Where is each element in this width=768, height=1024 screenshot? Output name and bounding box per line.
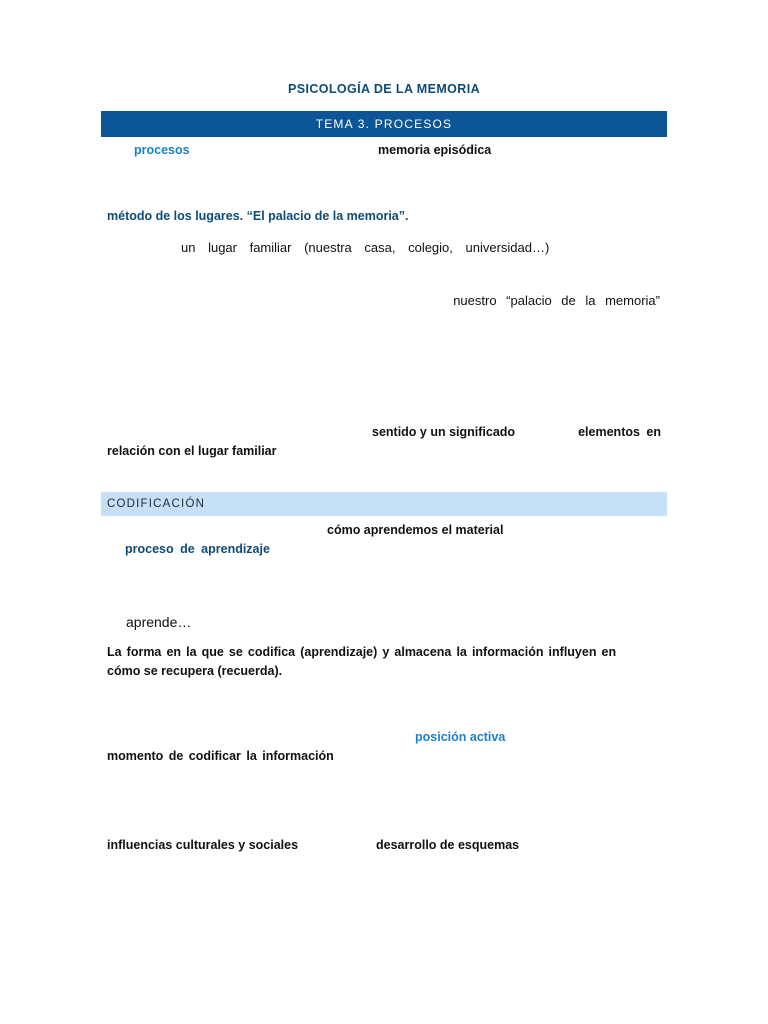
subsection-header-label: CODIFICACIÓN xyxy=(107,498,206,510)
document-title: PSICOLOGÍA DE LA MEMORIA xyxy=(287,82,480,96)
term-como-aprendemos: cómo aprendemos el material xyxy=(327,523,504,537)
subsection-header-codificacion xyxy=(101,492,667,516)
term-metodo-lugares: método de los lugares. “El palacio de la memoria”. xyxy=(107,209,409,223)
term-proceso-aprendizaje: proceso de aprendizaje xyxy=(125,542,270,556)
term-posicion-activa: posición activa xyxy=(415,730,506,744)
term-influencias-culturales: influencias culturales y sociales xyxy=(107,838,299,852)
term-relacion-lugar: relación con el lugar familiar xyxy=(107,444,277,458)
section-header-tema-3 xyxy=(101,111,667,137)
term-elementos-en: elementos en xyxy=(578,425,661,439)
statement-forma-line-2: cómo se recupera (recuerda). xyxy=(107,664,283,678)
term-memoria-episodica: memoria episódica xyxy=(378,143,492,157)
statement-forma-line-1: La forma en la que se codifica (aprendizaje) y almacena la información influyen en xyxy=(107,645,617,659)
term-procesos: procesos xyxy=(134,143,190,157)
term-desarrollo-esquemas: desarrollo de esquemas xyxy=(376,838,520,852)
term-sentido-significado: sentido y un significado xyxy=(372,425,516,439)
section-header-label: TEMA 3. PROCESOS xyxy=(315,117,453,131)
text-aprende: aprende… xyxy=(126,614,192,630)
text-lugar-familiar: un lugar familiar (nuestra casa, colegio, universidad…) xyxy=(181,240,550,255)
text-palacio-memoria: nuestro “palacio de la memoria” xyxy=(453,293,660,308)
term-momento-codificar: momento de codificar la información xyxy=(107,749,334,763)
